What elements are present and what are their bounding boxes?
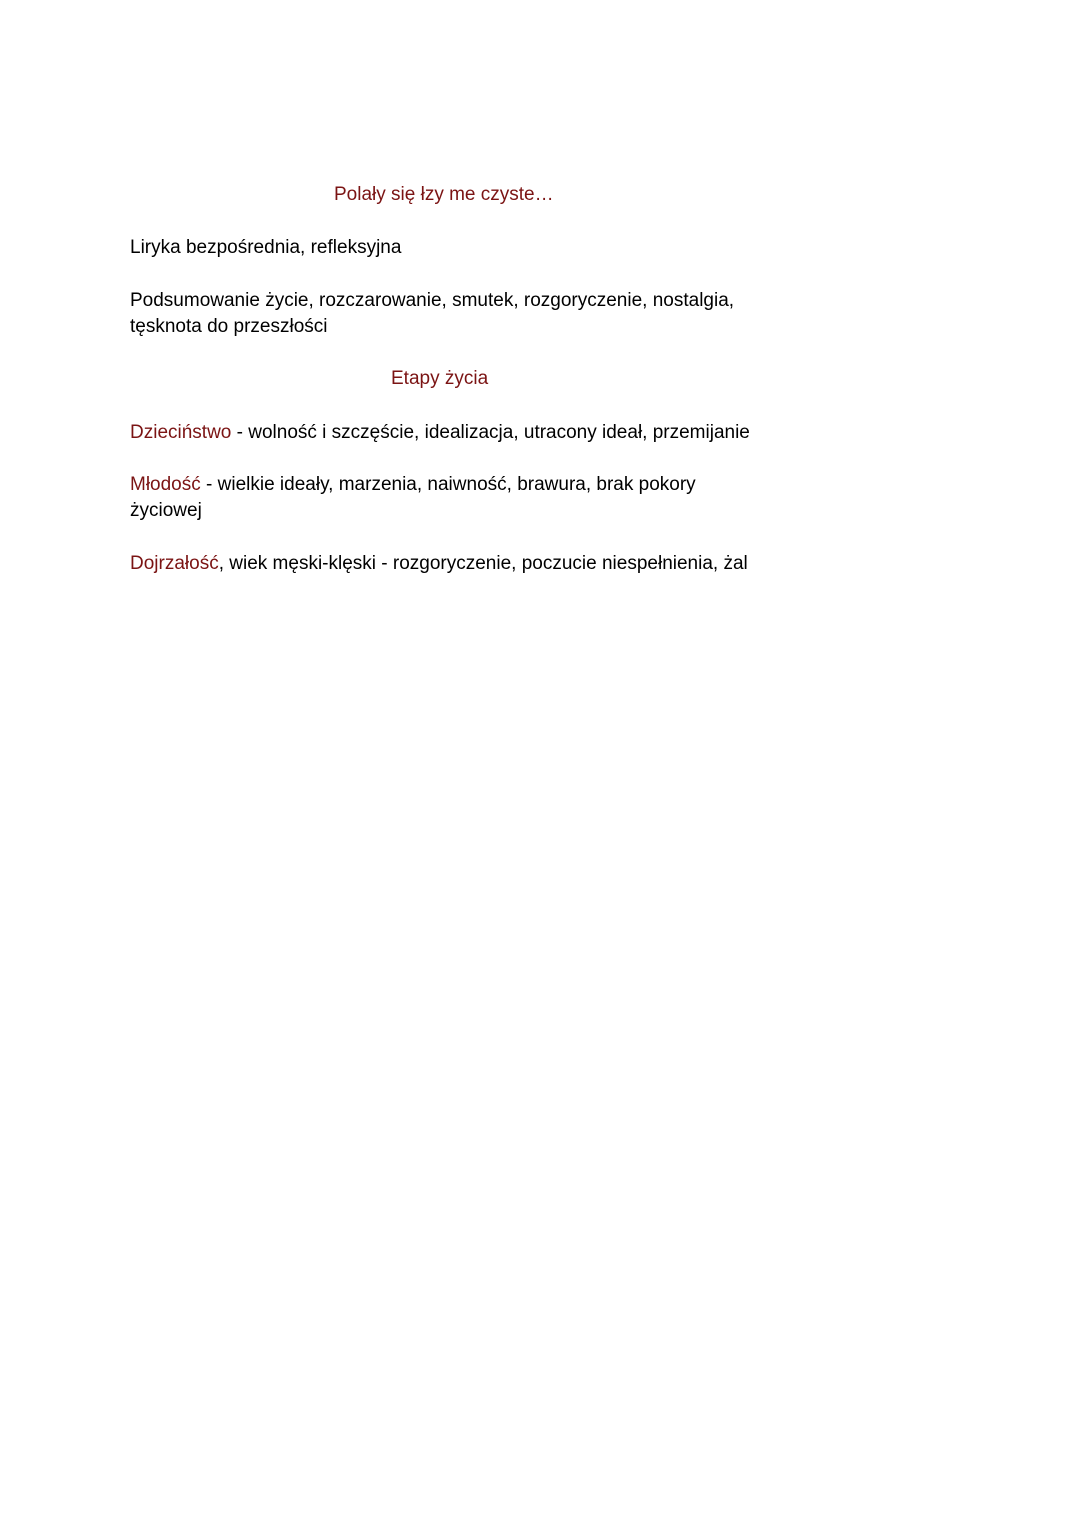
stage-text-youth: - wielkie ideały, marzenia, naiwność, brawura, brak pokory (200, 474, 696, 495)
stage-youth-line-1 (130, 472, 790, 498)
stage-youth (130, 472, 790, 524)
stage-text-maturity: , wiek męski-klęski - rozgoryczenie, poczucie niespełnienia, żal (218, 553, 748, 574)
intro-paragraph: Liryka bezpośrednia, refleksyjna (130, 237, 402, 258)
stage-term-maturity: Dojrzałość (130, 553, 219, 574)
stage-maturity (130, 551, 790, 577)
section-title: Etapy życia (391, 368, 489, 389)
stage-text-youth-continued: życiowej (130, 500, 202, 521)
stage-childhood (130, 420, 790, 446)
stage-term-youth: Młodość (130, 474, 201, 495)
document-title: Polały się łzy me czyste… (334, 184, 554, 205)
summary-paragraph (130, 288, 790, 340)
summary-line-1: Podsumowanie życie, rozczarowanie, smutek, rozgoryczenie, nostalgia, (130, 290, 735, 311)
stage-term-childhood: Dzieciństwo (130, 422, 232, 443)
summary-line-2: tęsknota do przeszłości (130, 316, 328, 337)
stage-text-childhood: - wolność i szczęście, idealizacja, utracony ideał, przemijanie (231, 422, 750, 443)
